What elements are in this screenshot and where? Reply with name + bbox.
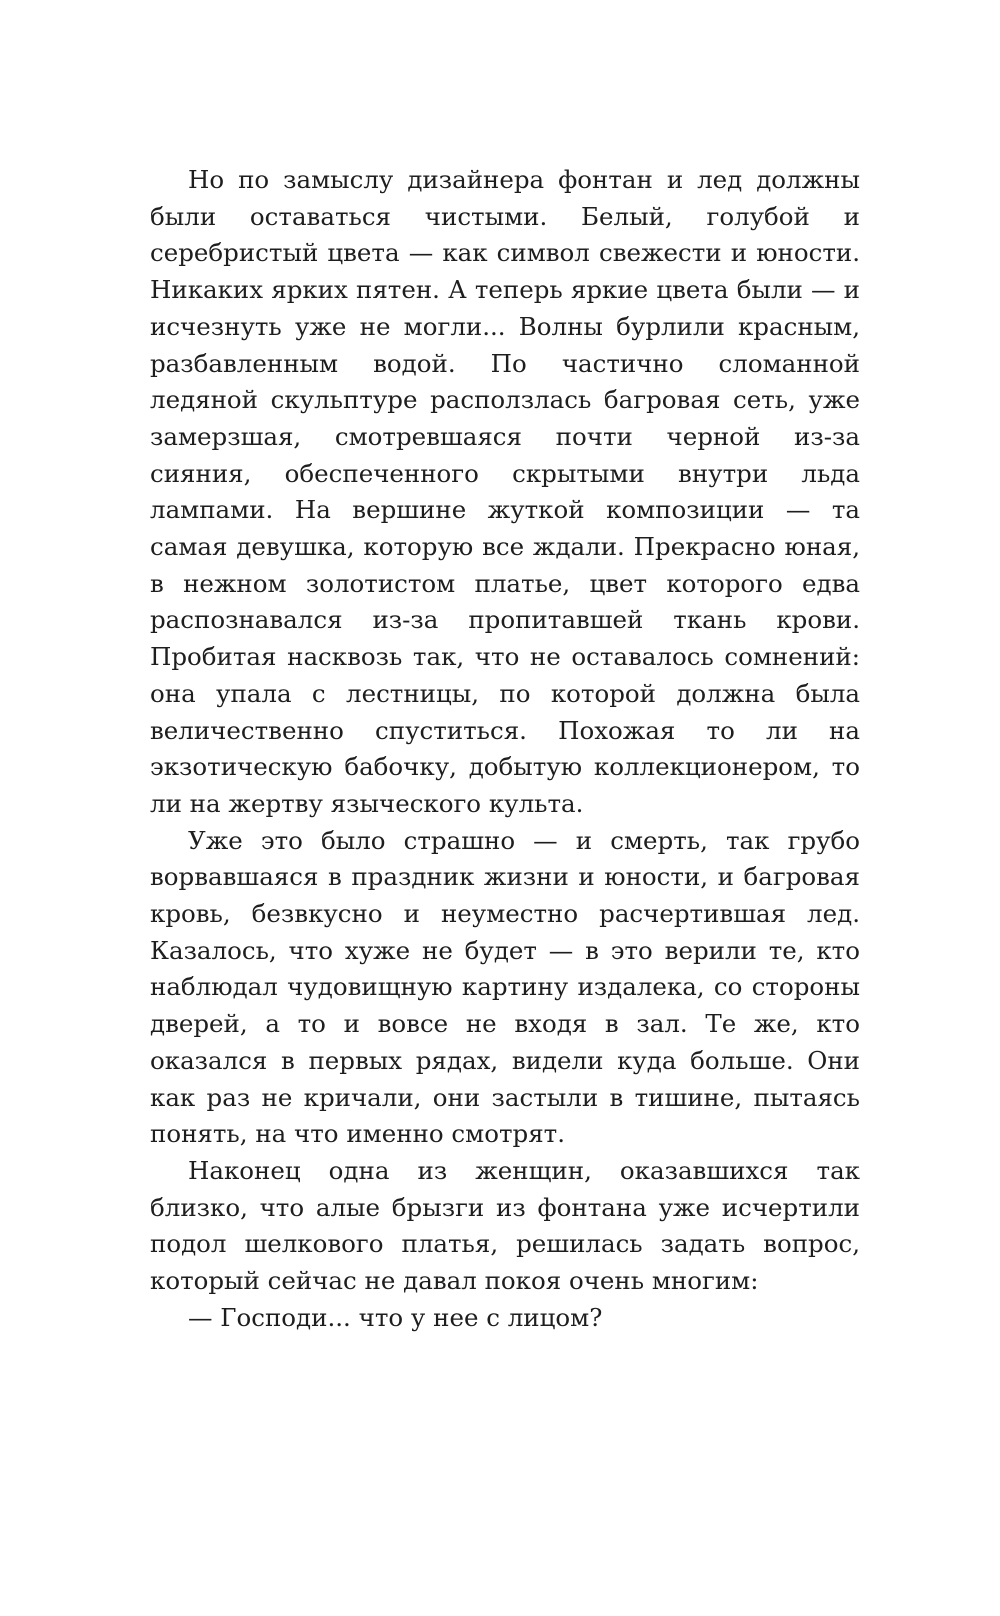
- page-text-block: [150, 162, 860, 1337]
- paragraph-3: Наконец одна из женщин, оказавшихся так близко, что алые брызги из фонтана уже исчертили подол шелкового платья, решилась задать вопрос, который сейчас не давал покоя очень многим:: [150, 1155, 860, 1296]
- paragraph-2: Уже это было страшно — и смерть, так грубо ворвавшаяся в праздник жизни и юности, и багровая кровь, безвкусно и неуместно расчертившая лед. Казалось, что хуже не будет — в это верили те, кто наблюдал чудовищную картину издалека, со стороны дверей, а то и вовсе не входя в зал. Те же, кто оказался в первых рядах, видели куда больше. Они как раз не кричали, они застыли в тишине, пытаясь понять, на что именно смотрят.: [150, 825, 860, 1149]
- dialogue-line: — Господи... что у нее с лицом?: [188, 1302, 603, 1332]
- paragraph-1: Но по замыслу дизайнера фонтан и лед должны были оставаться чистыми. Белый, голубой и серебристый цвета — как символ свежести и юности. Никаких ярких пятен. А теперь яркие цвета были — и исчезнуть уже не могли... Волны бурлили красным, разбавленным водой. По частично сломанной ледяной скульптуре расползлась багровая сеть, уже замерзшая, смотревшаяся почти черной из-за сияния, обеспеченного скрытыми внутри льда лампами. На вершине жуткой композиции — та самая девушка, которую все ждали. Прекрасно юная, в нежном золотистом платье, цвет которого едва распознавался из-за пропитавшей ткань крови. Пробитая насквозь так, что не оставалось сомнений: она упала с лестницы, по которой должна была величественно спуститься. Похожая то ли на экзотическую бабочку, добытую коллекционером, то ли на жертву языческого культа.: [150, 165, 860, 818]
